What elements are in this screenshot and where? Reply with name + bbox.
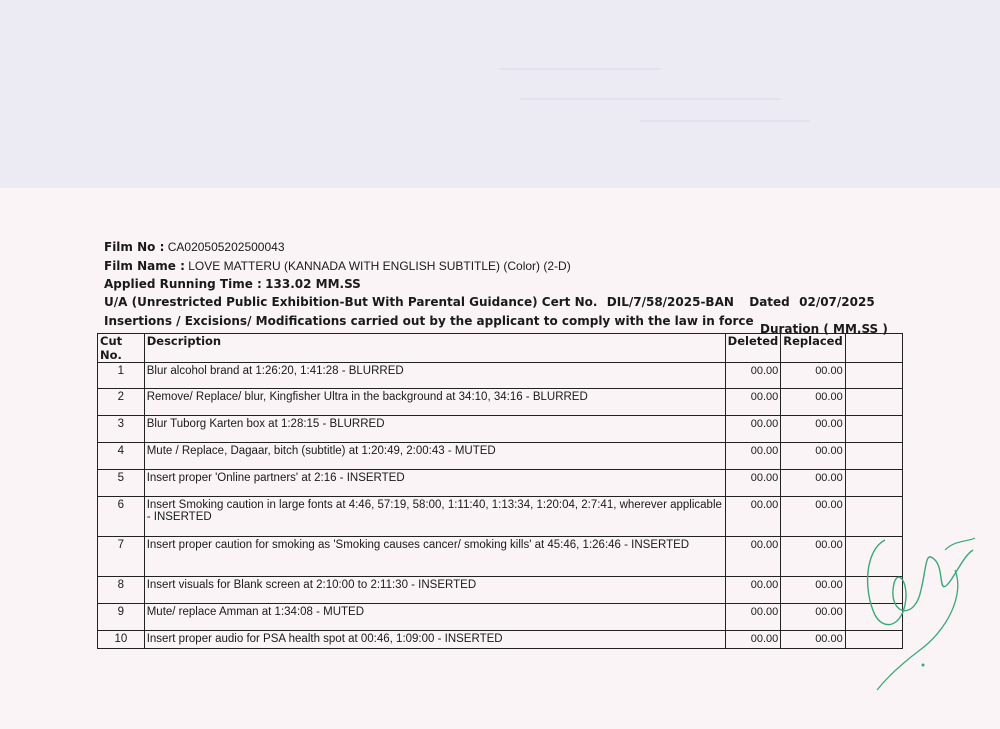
replaced-duration-cell: 00.00: [781, 443, 845, 470]
cut-number-cell: 10: [98, 631, 145, 649]
table-row: [98, 631, 903, 649]
description-cell: Blur alcohol brand at 1:26:20, 1:41:28 - BLURRED: [144, 363, 725, 389]
dated-label: Dated: [749, 295, 790, 309]
signature-tail: [877, 570, 958, 690]
table-row: [98, 389, 903, 416]
header-empty-cell: [845, 334, 902, 363]
empty-cell: [845, 389, 902, 416]
film-no-value: CA020505202500043: [167, 240, 285, 254]
cut-number-cell: 9: [98, 604, 145, 631]
description-cell: Insert proper 'Online partners' at 2:16 - INSERTED: [144, 470, 725, 497]
signature-dot: [922, 664, 925, 667]
film-name-label: Film Name :: [104, 259, 185, 273]
description-cell: Blur Tuborg Karten box at 1:28:15 - BLURRED: [144, 416, 725, 443]
cut-number-cell: 4: [98, 443, 145, 470]
replaced-duration-cell: 00.00: [781, 497, 845, 537]
cut-number-cell: 5: [98, 470, 145, 497]
table-row: [98, 470, 903, 497]
duration-heading: Duration ( MM.SS ): [760, 322, 888, 336]
deleted-duration-cell: 00.00: [725, 363, 781, 389]
film-no-label: Film No :: [104, 240, 165, 254]
header-cut-no: Cut No.: [98, 334, 145, 363]
deleted-duration-cell: 00.00: [725, 631, 781, 649]
running-time-label: Applied Running Time :: [104, 277, 262, 291]
description-cell: Insert proper caution for smoking as 'Smoking causes cancer/ smoking kills' at 45:46, 1:26:46 - INSERTED: [144, 537, 725, 577]
empty-cell: [845, 470, 902, 497]
empty-cell: [845, 363, 902, 389]
certificate-number: DIL/7/58/2025-BAN: [606, 295, 734, 309]
deleted-duration-cell: 00.00: [725, 416, 781, 443]
deleted-duration-cell: 00.00: [725, 497, 781, 537]
deleted-duration-cell: 00.00: [725, 604, 781, 631]
deleted-duration-cell: 00.00: [725, 389, 781, 416]
replaced-duration-cell: 00.00: [781, 631, 845, 649]
cut-number-cell: 7: [98, 537, 145, 577]
replaced-duration-cell: 00.00: [781, 416, 845, 443]
certificate-line: [104, 295, 875, 309]
cut-number-cell: 1: [98, 363, 145, 389]
description-cell: Remove/ Replace/ blur, Kingfisher Ultra in the background at 34:10, 34:16 - BLURRED: [144, 389, 725, 416]
faint-bleed-line: [640, 120, 810, 122]
replaced-duration-cell: 00.00: [781, 577, 845, 604]
faint-bleed-line: [520, 98, 780, 100]
film-name-line: [104, 259, 571, 273]
film-no-line: [104, 240, 285, 254]
table-row: [98, 537, 903, 577]
table-header-row: [98, 334, 903, 363]
certificate-text: U/A (Unrestricted Public Exhibition-But With Parental Guidance) Cert No.: [104, 295, 598, 309]
signature-flourish: [945, 538, 975, 550]
table-row: [98, 604, 903, 631]
empty-cell: [845, 443, 902, 470]
table-row: [98, 577, 903, 604]
cuts-table: [97, 333, 903, 649]
description-cell: Mute / Replace, Dagaar, bitch (subtitle) at 1:20:49, 2:00:43 - MUTED: [144, 443, 725, 470]
running-time-line: [104, 277, 361, 291]
deleted-duration-cell: 00.00: [725, 577, 781, 604]
replaced-duration-cell: 00.00: [781, 470, 845, 497]
deleted-duration-cell: 00.00: [725, 443, 781, 470]
cut-number-cell: 3: [98, 416, 145, 443]
overlapping-top-sheet: [0, 0, 1000, 189]
cut-number-cell: 2: [98, 389, 145, 416]
description-cell: Insert proper audio for PSA health spot at 00:46, 1:09:00 - INSERTED: [144, 631, 725, 649]
description-cell: Mute/ replace Amman at 1:34:08 - MUTED: [144, 604, 725, 631]
replaced-duration-cell: 00.00: [781, 604, 845, 631]
running-time-value: 133.02 MM.SS: [265, 277, 361, 291]
cut-number-cell: 6: [98, 497, 145, 537]
faint-bleed-line: [500, 68, 660, 70]
table-row: [98, 363, 903, 389]
header-replaced: Replaced: [781, 334, 845, 363]
dated-value: 02/07/2025: [799, 295, 875, 309]
deleted-duration-cell: 00.00: [725, 470, 781, 497]
table-row: [98, 416, 903, 443]
deleted-duration-cell: 00.00: [725, 537, 781, 577]
description-cell: Insert visuals for Blank screen at 2:10:00 to 2:11:30 - INSERTED: [144, 577, 725, 604]
table-row: [98, 497, 903, 537]
empty-cell: [845, 416, 902, 443]
description-cell: Insert Smoking caution in large fonts at 4:46, 57:19, 58:00, 1:11:40, 1:13:34, 1:20:04, 2:7:41, wherever applicable - INSERTED: [144, 497, 725, 537]
cut-number-cell: 8: [98, 577, 145, 604]
table-row: [98, 443, 903, 470]
handwritten-signature: [855, 520, 985, 700]
replaced-duration-cell: 00.00: [781, 537, 845, 577]
modifications-heading: Insertions / Excisions/ Modifications carried out by the applicant to comply with the law in force: [104, 314, 754, 328]
header-description: Description: [144, 334, 725, 363]
replaced-duration-cell: 00.00: [781, 389, 845, 416]
film-name-value: LOVE MATTERU (KANNADA WITH ENGLISH SUBTITLE) (Color) (2-D): [188, 259, 571, 273]
replaced-duration-cell: 00.00: [781, 363, 845, 389]
header-deleted: Deleted: [725, 334, 781, 363]
